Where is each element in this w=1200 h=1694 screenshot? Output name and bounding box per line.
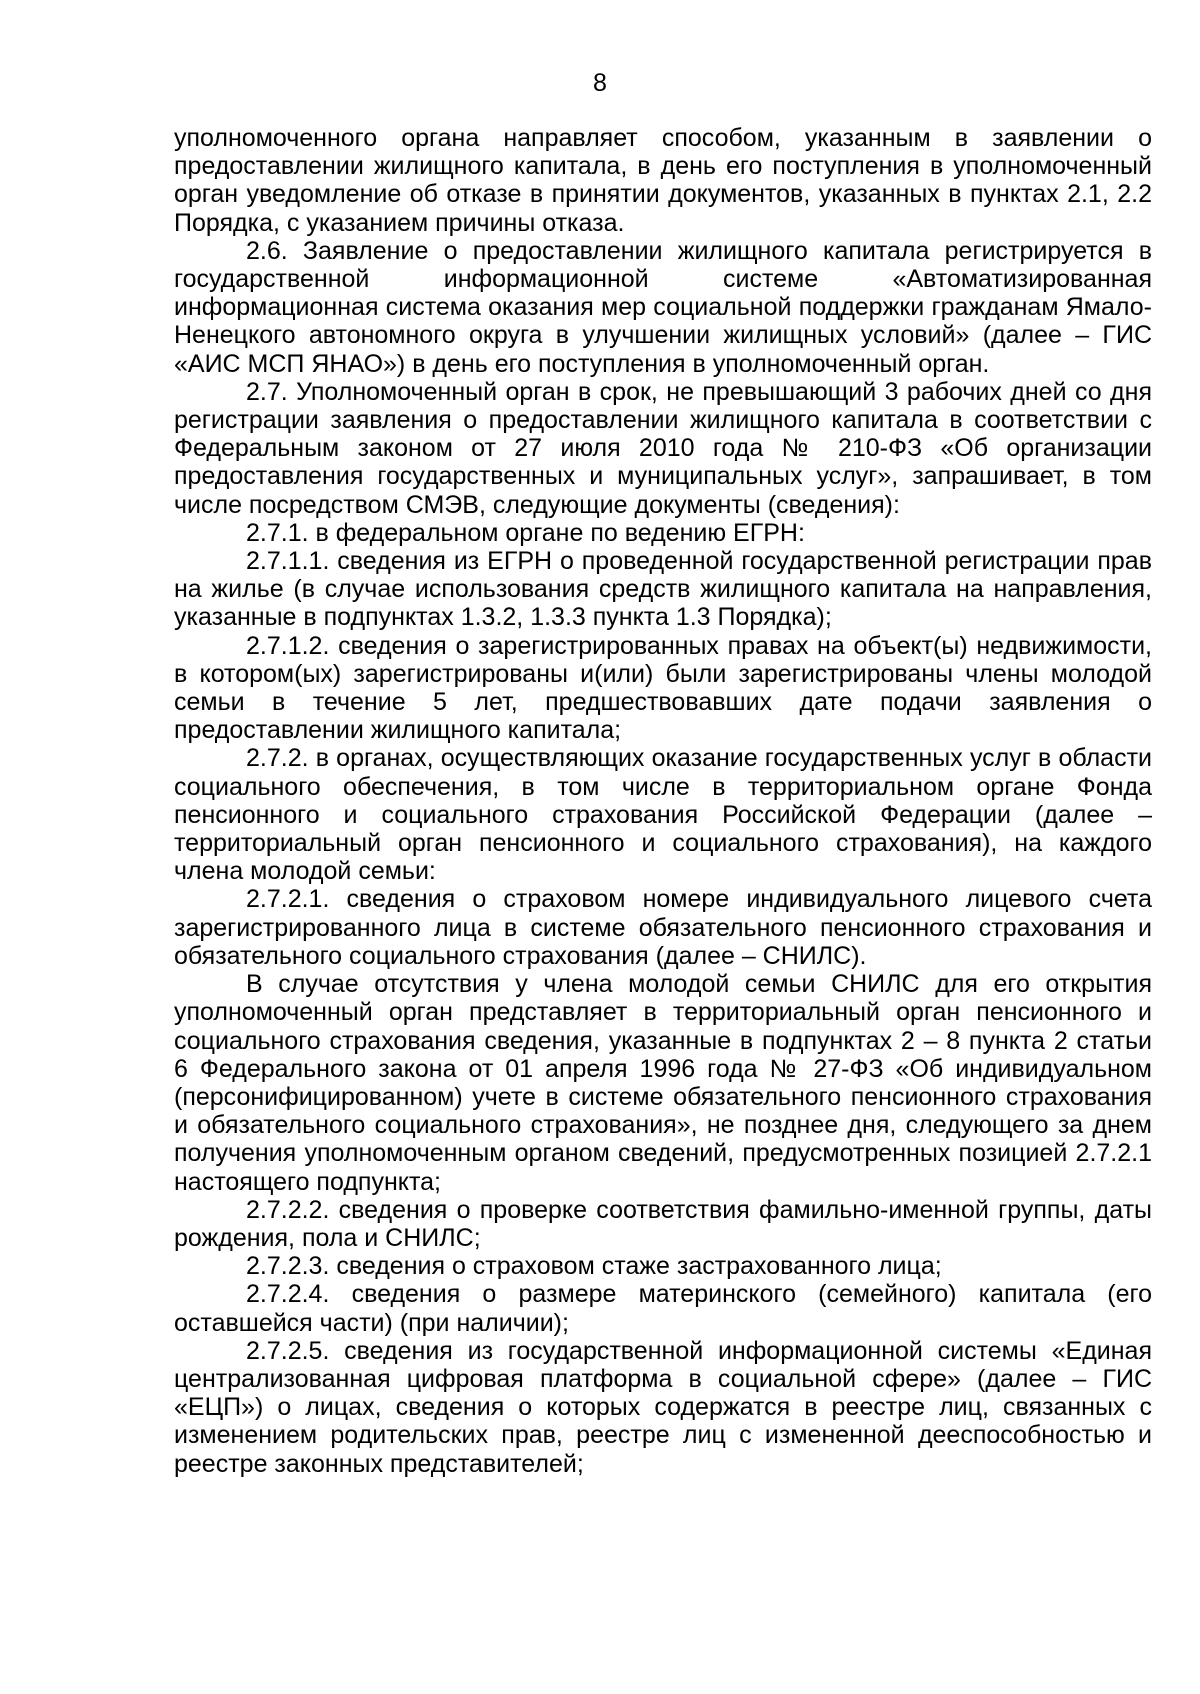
paragraph-2-7-2-3: 2.7.2.3. сведения о страховом стаже застрахованного лица; <box>246 1252 942 1281</box>
paragraph-2-7-2-5: 2.7.2.5. сведения из государственной информационной системы «Единая централизованная цифровая платформа в социальной сфере» (далее – ГИС «ЕЦП») о лицах, сведения о которых содержатся в реестре лиц, связанных с изменением родительских прав, реестре лиц с измененной дееспособностью и реестре законных представителей; <box>174 1336 1152 1478</box>
paragraph-2-7-2-1: 2.7.2.1. сведения о страховом номере индивидуального лицевого счета зарегистрированного лица в системе обязательного пенсионного страхования и обязательного социального страхования (далее – СНИЛС). <box>174 885 1152 970</box>
paragraph-2-7-1-2: 2.7.1.2. сведения о зарегистрированных правах на объект(ы) недвижимости, в котором(ых) зарегистрированы и(или) были зарегистрированы члены молодой семьи в течение 5 лет, предшествовавших дате подачи заявления о предоставлении жилищного капитала; <box>174 631 1152 745</box>
paragraph-snils-absence: В случае отсутствия у члена молодой семьи СНИЛС для его открытия уполномоченный орган представляет в территориальный орган пенсионного и социального страхования сведения, указанные в подпунктах 2 – 8 пункта 2 статьи 6 Федерального закона от 01 апреля 1996 года № 27-ФЗ «Об индивидуальном (персонифицированном) учете в системе обязательного пенсионного страхования и обязательного социального страхования», не позднее дня, следующего за днем получения уполномоченным органом сведений, предусмотренных позицией 2.7.2.1 настоящего подпункта; <box>174 970 1152 1196</box>
paragraph-2-7-2-4: 2.7.2.4. сведения о размере материнского (семейного) капитала (его оставшейся части) (при наличии); <box>174 1280 1152 1337</box>
paragraph-2-6: 2.6. Заявление о предоставлении жилищного капитала регистрируется в государственной информационной системе «Автоматизированная информационная система оказания мер социальной поддержки гражданам Ямало-Ненецкого автономного округа в улучшении жилищных условий» (далее – ГИС «АИС МСП ЯНАО») в день его поступления в уполномоченный орган. <box>174 236 1152 378</box>
paragraph-continuation: уполномоченного органа направляет способом, указанным в заявлении о предоставлении жилищного капитала, в день его поступления в уполномоченный орган уведомление об отказе в принятии документов, указанных в пунктах 2.1, 2.2 Порядка, с указанием причины отказа. <box>174 124 1152 237</box>
paragraph-2-7-2-2: 2.7.2.2. сведения о проверке соответствия фамильно-именной группы, даты рождения, пола и СНИЛС; <box>174 1195 1152 1252</box>
paragraph-2-7-1: 2.7.1. в федеральном органе по ведению ЕГРН: <box>246 518 805 547</box>
page-number: 8 <box>593 69 607 97</box>
document-body <box>174 124 1152 1478</box>
paragraph-2-7: 2.7. Уполномоченный орган в срок, не превышающий 3 рабочих дней со дня регистрации заявления о предоставлении жилищного капитала в соответствии с Федеральным законом от 27 июля 2010 года № 210-ФЗ «Об организации предоставления государственных и муниципальных услуг», запрашивает, в том числе посредством СМЭВ, следующие документы (сведения): <box>174 377 1152 519</box>
paragraph-2-7-2: 2.7.2. в органах, осуществляющих оказание государственных услуг в области социального обеспечения, в том числе в территориальном органе Фонда пенсионного и социального страхования Российской Федерации (далее – территориальный орган пенсионного и социального страхования), на каждого члена молодой семьи: <box>174 744 1152 886</box>
paragraph-2-7-1-1: 2.7.1.1. сведения из ЕГРН о проведенной государственной регистрации прав на жилье (в случае использования средств жилищного капитала на направления, указанные в подпунктах 1.3.2, 1.3.3 пункта 1.3 Порядка); <box>174 547 1152 632</box>
